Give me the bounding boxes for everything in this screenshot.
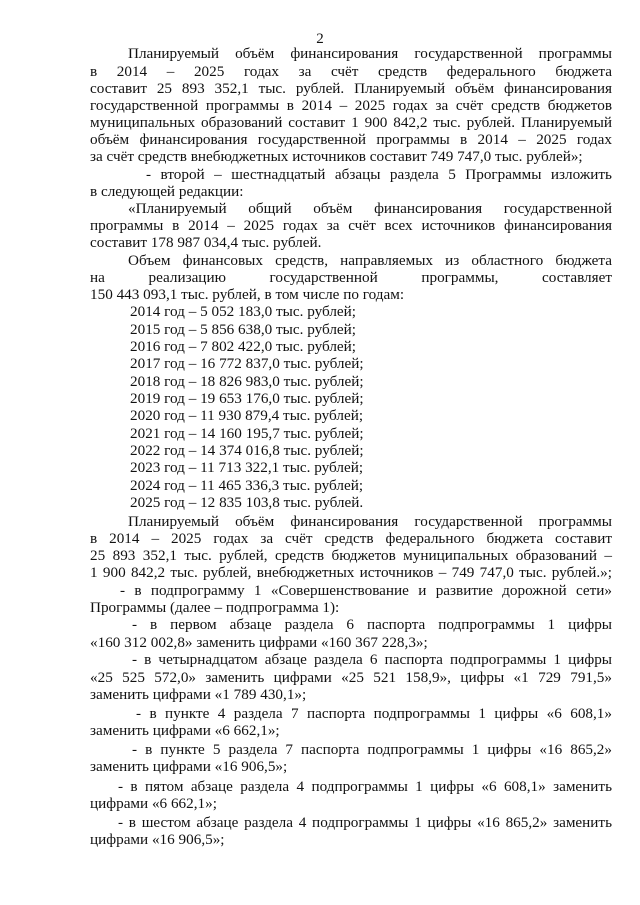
text-line: Программы (далее – подпрограмма 1): — [90, 599, 340, 616]
year-amount-line: 2019 год – 19 653 176,0 тыс. рублей; — [130, 390, 364, 407]
text-line: «Планируемый общий объём финансирования государственной — [128, 200, 612, 217]
text-line: цифрами «6 662,1»; — [90, 795, 217, 812]
text-line: на реализацию государственной программы, составляет — [90, 269, 612, 286]
text-line: в следующей редакции: — [90, 183, 244, 200]
year-amount-line: 2024 год – 11 465 336,3 тыс. рублей; — [130, 477, 364, 494]
year-amount-line: 2018 год – 18 826 983,0 тыс. рублей; — [130, 373, 364, 390]
year-amount-line: 2020 год – 11 930 879,4 тыс. рублей; — [130, 407, 364, 424]
text-line: за счёт средств внебюджетных источников составит 749 747,0 тыс. рублей»; — [90, 148, 583, 165]
text-line: заменить цифрами «6 662,1»; — [90, 722, 280, 739]
text-line: заменить цифрами «1 789 430,1»; — [90, 686, 307, 703]
text-line: в 2014 – 2025 годах за счёт средств федерального бюджета — [90, 63, 612, 80]
year-amount-line: 2023 год – 11 713 322,1 тыс. рублей; — [130, 459, 364, 476]
text-line: - в четырнадцатом абзаце раздела 6 паспорта подпрограммы 1 цифры — [132, 651, 612, 668]
text-line: 1 900 842,2 тыс. рублей, внебюджетных источников – 749 747,0 тыс. рублей.»; — [90, 564, 612, 581]
year-amount-line: 2021 год – 14 160 195,7 тыс. рублей; — [130, 425, 364, 442]
text-line: - в пятом абзаце раздела 4 подпрограммы 1 цифры «6 608,1» заменить — [118, 778, 612, 795]
year-amount-line: 2016 год – 7 802 422,0 тыс. рублей; — [130, 338, 357, 355]
year-amount-line: 2022 год – 14 374 016,8 тыс. рублей; — [130, 442, 364, 459]
year-amount-line: 2014 год – 5 052 183,0 тыс. рублей; — [130, 303, 357, 320]
text-line: - в пункте 4 раздела 7 паспорта подпрограммы 1 цифры «6 608,1» — [136, 705, 612, 722]
text-line: Планируемый объём финансирования государственной программы — [128, 513, 612, 530]
text-line: - в шестом абзаце раздела 4 подпрограммы 1 цифры «16 865,2» заменить — [118, 814, 612, 831]
text-line: программы в 2014 – 2025 годах за счёт всех источников финансирования — [90, 217, 612, 234]
text-line: - в подпрограмму 1 «Совершенствование и развитие дорожной сети» — [120, 582, 612, 599]
page-number: 2 — [316, 31, 324, 47]
text-line: государственной программы в 2014 – 2025 годах за счёт средств бюджетов — [90, 97, 612, 114]
text-line: в 2014 – 2025 годах за счёт средств федерального бюджета составит — [90, 530, 612, 547]
text-line: - в первом абзаце раздела 6 паспорта подпрограммы 1 цифры — [132, 616, 612, 633]
text-line: Планируемый объём финансирования государственной программы — [128, 45, 612, 62]
text-line: Объем финансовых средств, направляемых из областного бюджета — [128, 252, 612, 269]
text-line: - в пункте 5 раздела 7 паспорта подпрограммы 1 цифры «16 865,2» — [132, 741, 612, 758]
text-line: «25 525 572,0» заменить цифрами «25 521 158,9», цифры «1 729 791,5» — [90, 669, 612, 686]
year-amount-line: 2015 год – 5 856 638,0 тыс. рублей; — [130, 321, 357, 338]
text-line: «160 312 002,8» заменить цифрами «160 367 228,3»; — [90, 634, 428, 651]
text-line: составит 25 893 352,1 тыс. рублей. Планируемый объём финансирования — [90, 80, 612, 97]
year-amount-line: 2025 год – 12 835 103,8 тыс. рублей. — [130, 494, 364, 511]
text-line: муниципальных образований составит 1 900 842,2 тыс. рублей. Планируемый — [90, 114, 612, 131]
text-line: составит 178 987 034,4 тыс. рублей. — [90, 234, 322, 251]
year-amount-line: 2017 год – 16 772 837,0 тыс. рублей; — [130, 355, 364, 372]
text-line: объём финансирования государственной программы в 2014 – 2025 годах — [90, 131, 612, 148]
text-line: - второй – шестнадцатый абзацы раздела 5 Программы изложить — [146, 166, 612, 183]
text-line: заменить цифрами «16 906,5»; — [90, 758, 288, 775]
text-line: 150 443 093,1 тыс. рублей, в том числе по годам: — [90, 286, 405, 303]
text-line: 25 893 352,1 тыс. рублей, средств бюджетов муниципальных образований – — [90, 547, 612, 564]
text-line: цифрами «16 906,5»; — [90, 831, 225, 848]
